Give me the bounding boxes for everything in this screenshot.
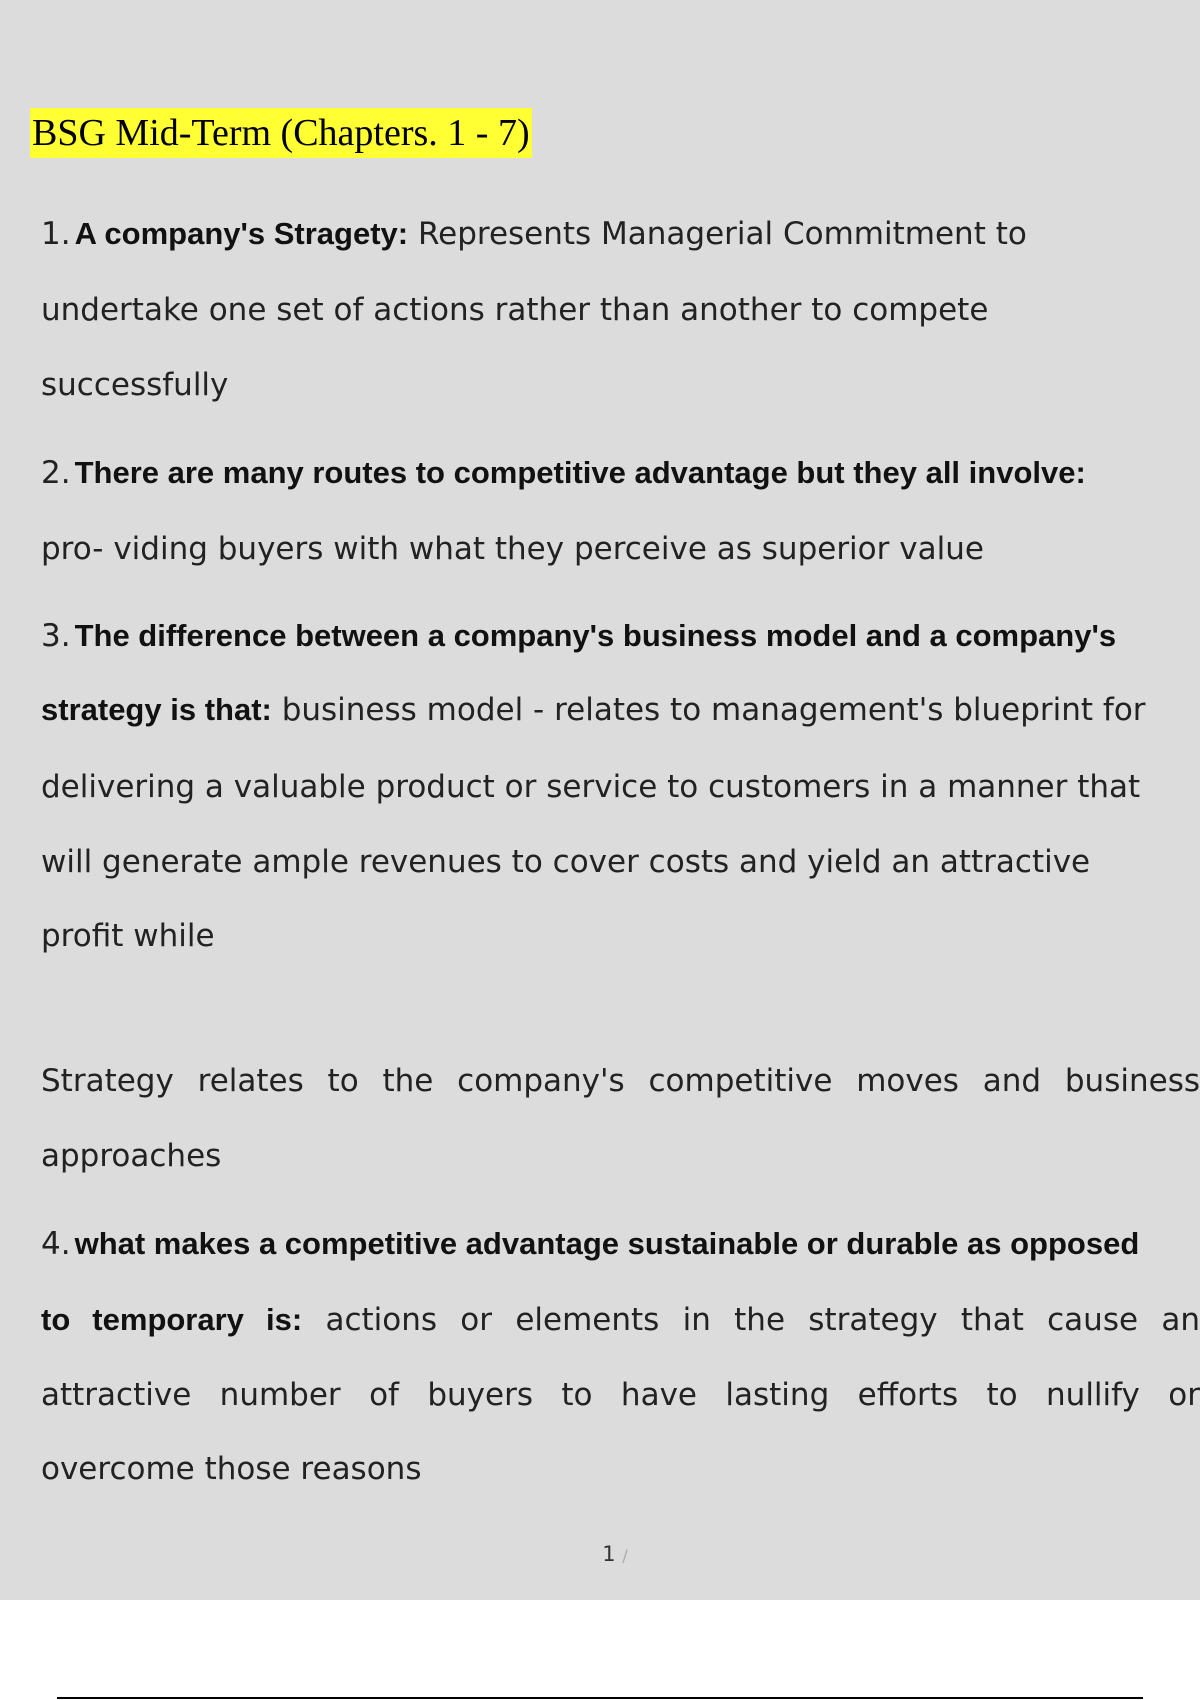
question-text: A company's Stragety: <box>74 216 409 251</box>
footer-rule <box>57 1697 1143 1699</box>
item-3-line-5: profit while <box>41 918 215 954</box>
question-text: to temporary is: <box>41 1302 303 1337</box>
item-1-line-3: successfully <box>41 367 229 403</box>
document-title: BSG Mid-Term (Chapters. 1 - 7) <box>30 108 532 158</box>
item-3-line-1 <box>41 616 1200 656</box>
question-text: The difference between a company's business model and a company's <box>74 618 1117 653</box>
item-3-line-7: approaches <box>41 1138 222 1174</box>
item-4-line-4: overcome those reasons <box>41 1451 422 1487</box>
page-number-value: 1 <box>602 1542 616 1566</box>
item-3-line-4: will generate ample revenues to cover costs and yield an attractive <box>41 844 1091 880</box>
item-number: 3. <box>41 618 71 654</box>
item-1-line-1 <box>41 214 1200 254</box>
item-3-line-3: delivering a valuable product or service to customers in a manner that <box>41 769 1141 805</box>
item-4-line-3: attractive number of buyers to have lasting efforts to nullify or <box>41 1377 1200 1413</box>
item-2-line-2: pro- viding buyers with what they perceive as superior value <box>41 531 984 567</box>
item-1-line-2: undertake one set of actions rather than another to compete <box>41 292 989 328</box>
answer-text: actions or elements in the strategy that cause an <box>302 1302 1200 1338</box>
item-number: 4. <box>41 1226 71 1262</box>
page-number <box>0 1542 1200 1566</box>
item-4-line-1 <box>41 1224 1200 1264</box>
item-4-line-2 <box>41 1300 1200 1340</box>
question-text: strategy is that: <box>41 692 272 727</box>
question-text: what makes a competitive advantage sustainable or durable as opposed <box>74 1226 1140 1261</box>
item-3-line-2 <box>41 690 1200 730</box>
item-3-line-6: Strategy relates to the company's competitive moves and business <box>41 1063 1200 1099</box>
item-2-line-1 <box>41 453 1200 493</box>
page-number-separator: / <box>622 1546 628 1565</box>
item-number: 2. <box>41 455 71 491</box>
item-number: 1. <box>41 216 71 252</box>
answer-text: Represents Managerial Commitment to <box>408 216 1027 252</box>
question-text: There are many routes to competitive advantage but they all involve: <box>74 455 1086 490</box>
answer-text: business model - relates to management's blueprint for <box>271 692 1146 728</box>
